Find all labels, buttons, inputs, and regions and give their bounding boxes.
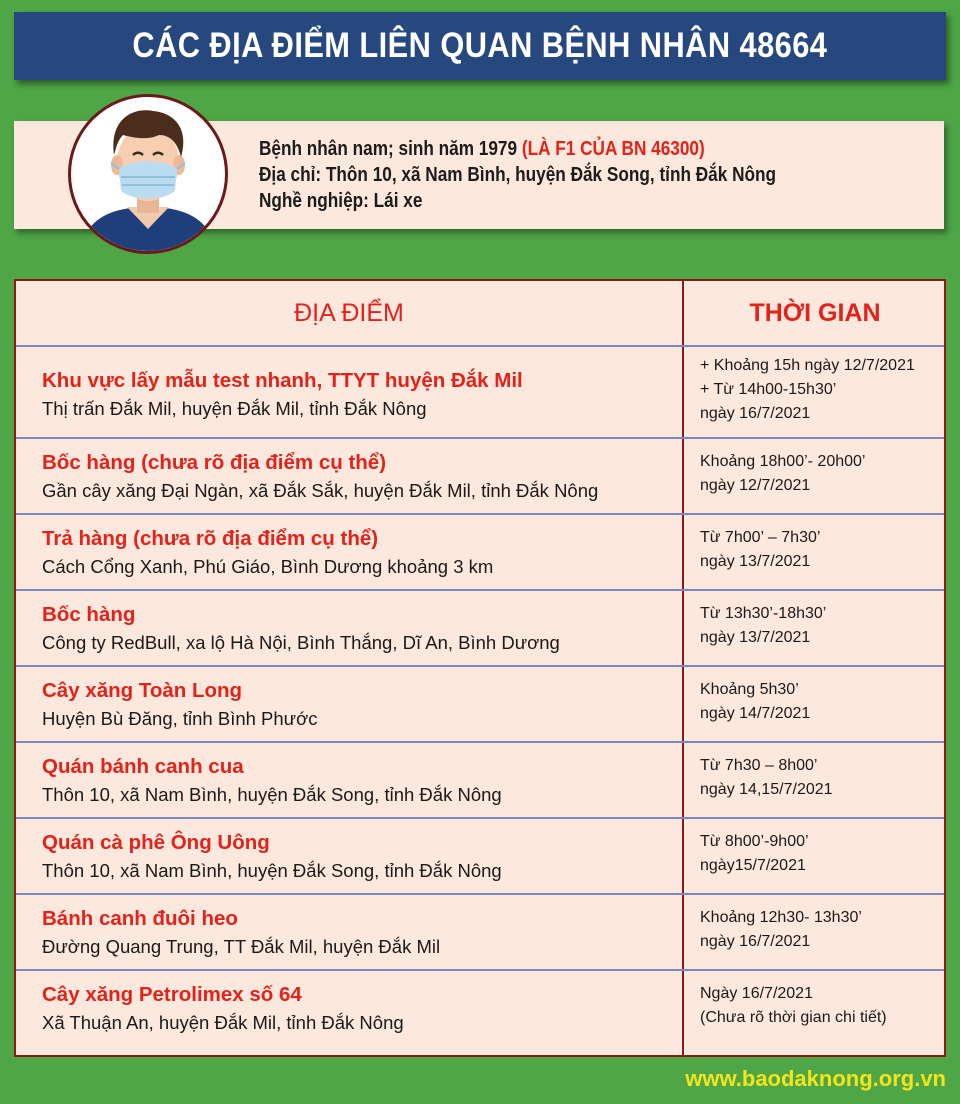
location-address: Thôn 10, xã Nam Bình, huyện Đắk Song, tỉnh Đắk Nông — [42, 784, 502, 805]
table-row — [16, 818, 944, 894]
patient-line-1 — [259, 136, 776, 162]
table-row — [16, 438, 944, 514]
location-name: Quán cà phê Ông Uông — [42, 831, 270, 854]
title-banner — [14, 12, 946, 80]
location-time: Từ 7h30 – 8h00’ ngày 14,15/7/2021 — [700, 757, 833, 798]
table-row — [16, 346, 944, 438]
patient-description: Bệnh nhân nam; sinh năm 1979 — [259, 138, 518, 160]
location-address: Gần cây xăng Đại Ngàn, xã Đắk Sắk, huyện Đắk Mil, tỉnh Đắk Nông — [42, 480, 599, 501]
table-row — [16, 666, 944, 742]
location-name: Bốc hàng (chưa rõ địa điểm cụ thể) — [42, 451, 387, 474]
table-row — [16, 742, 944, 818]
location-time: Từ 8h00’-9h00’ ngày15/7/2021 — [700, 833, 809, 874]
location-time: Từ 13h30’-18h30’ ngày 13/7/2021 — [700, 605, 827, 646]
location-time: Khoảng 5h30’ ngày 14/7/2021 — [700, 681, 811, 722]
header-time: THỜI GIAN — [749, 299, 881, 327]
location-time: Khoảng 12h30- 13h30’ ngày 16/7/2021 — [700, 909, 862, 950]
location-address: Thôn 10, xã Nam Bình, huyện Đắk Song, tỉnh Đắk Nông — [42, 860, 502, 881]
table-row — [16, 590, 944, 666]
masked-person-icon — [68, 94, 228, 254]
header-place: ĐỊA ĐIỂM — [294, 299, 404, 327]
location-address: Cách Cổng Xanh, Phú Giáo, Bình Dương khoảng 3 km — [42, 556, 494, 577]
locations-table — [14, 279, 946, 1057]
location-address: Thị trấn Đắk Mil, huyện Đắk Mil, tỉnh Đắk Nông — [42, 398, 427, 419]
location-name: Trả hàng (chưa rõ địa điểm cụ thể) — [42, 527, 379, 550]
location-address: Huyện Bù Đăng, tỉnh Bình Phước — [42, 708, 318, 729]
location-time: Từ 7h00’ – 7h30’ ngày 13/7/2021 — [700, 529, 821, 570]
website-footer: www.baodaknong.org.vn — [685, 1066, 946, 1091]
patient-info — [259, 136, 776, 214]
location-name: Quán bánh canh cua — [42, 755, 244, 778]
table-row — [16, 514, 944, 590]
location-name: Bốc hàng — [42, 603, 136, 626]
location-address: Đường Quang Trung, TT Đắk Mil, huyện Đắk Mil — [42, 936, 441, 957]
patient-f1-highlight: (LÀ F1 CỦA BN 46300) — [521, 138, 705, 160]
patient-occupation: Nghề nghiệp: Lái xe — [259, 190, 423, 212]
patient-address: Địa chỉ: Thôn 10, xã Nam Bình, huyện Đắk Song, tỉnh Đắk Nông — [259, 164, 777, 186]
table-row — [16, 894, 944, 970]
table-row — [16, 970, 944, 1046]
location-name: Bánh canh đuôi heo — [42, 907, 238, 930]
page-title: CÁC ĐỊA ĐIỂM LIÊN QUAN BỆNH NHÂN 48664 — [132, 26, 828, 65]
location-name: Khu vực lấy mẫu test nhanh, TTYT huyện Đắk Mil — [42, 369, 523, 392]
location-time: Ngày 16/7/2021 (Chưa rõ thời gian chi tiết) — [700, 985, 887, 1026]
location-address: Xã Thuận An, huyện Đắk Mil, tỉnh Đắk Nông — [42, 1012, 404, 1033]
location-time: Khoảng 18h00’- 20h00’ ngày 12/7/2021 — [700, 453, 866, 494]
location-name: Cây xăng Toàn Long — [42, 679, 243, 702]
location-time: + Khoảng 15h ngày 12/7/2021 + Từ 14h00-15h30’ ngày 16/7/2021 — [700, 357, 915, 422]
location-name: Cây xăng Petrolimex số 64 — [42, 983, 302, 1006]
location-address: Công ty RedBull, xa lộ Hà Nội, Bình Thắng, Dĩ An, Bình Dương — [42, 632, 560, 653]
